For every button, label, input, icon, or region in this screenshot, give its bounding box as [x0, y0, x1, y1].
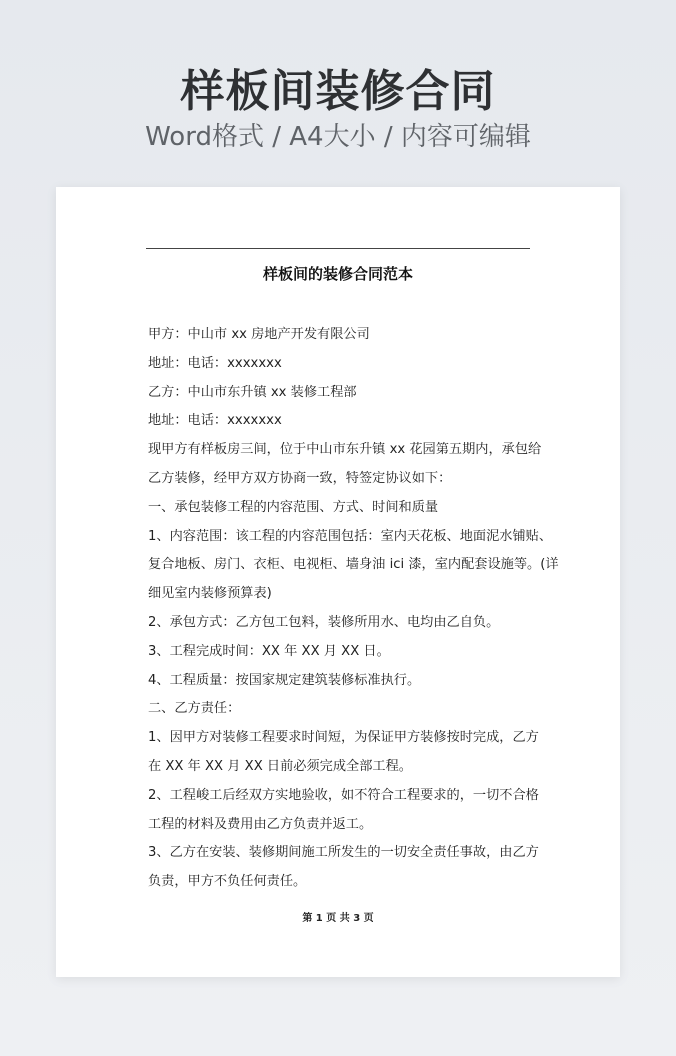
- line-completion-time: 3、工程完成时间：XX 年 XX 月 XX 日。: [148, 643, 390, 659]
- line-scope-3: 细见室内装修预算表): [148, 586, 272, 602]
- line-duty-2a: 2、工程峻工后经双方实地验收，如不符合工程要求的，一切不合格: [148, 787, 539, 803]
- main-title: 样板间装修合同: [180, 66, 496, 117]
- document-title: 样板间的装修合同范本: [262, 265, 413, 283]
- line-scope-2: 复合地板、房门、衣柜、电视柜、墙身油 ici 漆，室内配套设施等。(详: [148, 557, 559, 573]
- top-rule-divider: [146, 248, 530, 249]
- line-quality: 4、工程质量：按国家规定建筑装修标准执行。: [148, 672, 421, 688]
- line-scope-1: 1、内容范围：该工程的内容范围包括：室内天花板、地面泥水铺贴、: [148, 528, 553, 544]
- line-duty-3a: 3、乙方在安装、装修期间施工所发生的一切安全责任事故，由乙方: [148, 845, 539, 861]
- line-intro-1: 现甲方有样板房三间，位于中山市东升镇 xx 花园第五期内，承包给: [148, 442, 542, 458]
- document-body: [148, 321, 559, 897]
- line-party-a: 甲方：中山市 xx 房地产开发有限公司: [148, 327, 370, 342]
- line-section-1-heading: 一、承包装修工程的内容范围、方式、时间和质量: [148, 499, 439, 515]
- document-page: [56, 187, 620, 977]
- line-duty-2b: 工程的材料及费用由乙方负责并返工。: [148, 816, 373, 832]
- line-contract-method: 2、承包方式：乙方包工包料，装修所用水、电均由乙自负。: [148, 614, 500, 630]
- line-section-2-heading: 二、乙方责任：: [148, 701, 241, 717]
- subtitle: Word格式 / A4大小 / 内容可编辑: [145, 122, 531, 152]
- line-address-a: 地址：电话：xxxxxxx: [148, 355, 282, 371]
- line-duty-1b: 在 XX 年 XX 月 XX 日前必须完成全部工程。: [148, 758, 412, 774]
- line-party-b: 乙方：中山市东升镇 xx 装修工程部: [148, 384, 357, 400]
- page-number-footer: 第 1 页 共 3 页: [302, 913, 374, 924]
- line-duty-1a: 1、因甲方对装修工程要求时间短，为保证甲方装修按时完成，乙方: [148, 730, 539, 746]
- line-intro-2: 乙方装修，经甲方双方协商一致，特签定协议如下：: [148, 470, 452, 486]
- line-duty-3b: 负责，甲方不负任何责任。: [148, 874, 307, 890]
- line-address-b: 地址：电话：xxxxxxx: [148, 413, 282, 429]
